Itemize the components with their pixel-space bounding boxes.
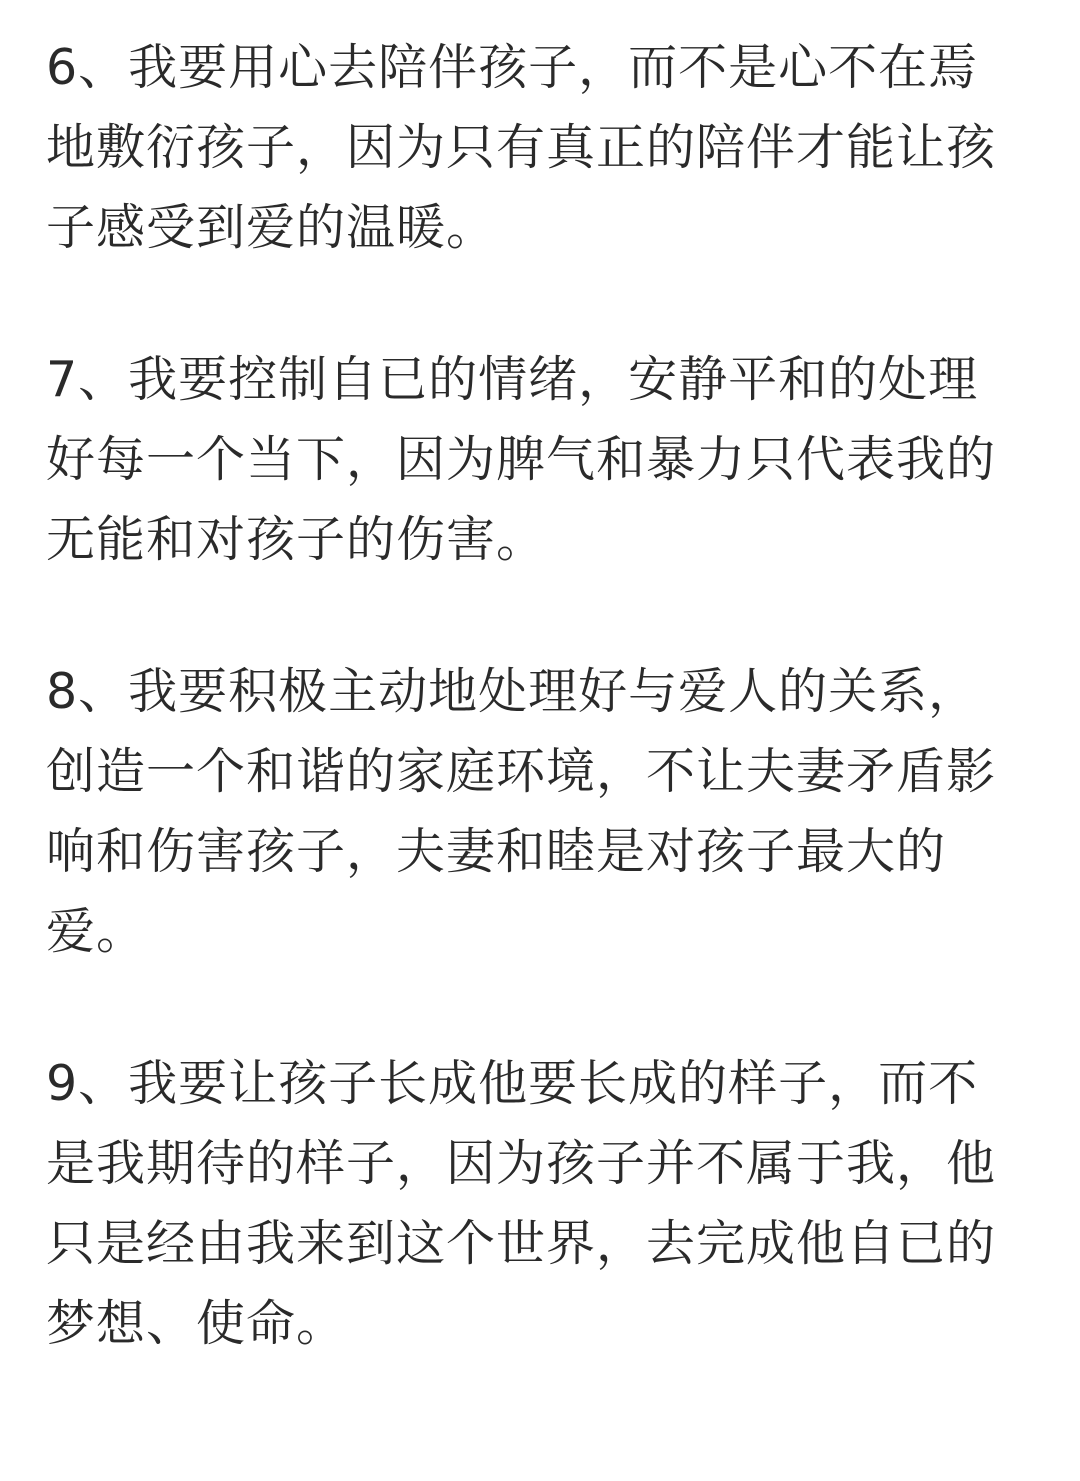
text-line: 7、我要控制自已的情绪，安静平和的处理 [46,351,979,408]
text-line: 好每一个当下，因为脾气和暴力只代表我的 [46,431,997,488]
text-line: 8、我要积极主动地处理好与爱人的关系， [46,663,979,720]
text-line: 创造一个和谐的家庭环境，不让夫妻矛盾影 [46,743,997,800]
text-line: 响和伤害孩子，夫妻和睦是对孩子最大的 [46,823,947,880]
text-line: 梦想、使命。 [46,1295,347,1352]
text-line: 子感受到爱的温暖。 [46,199,497,256]
paragraph-6 [46,28,1040,268]
text-line: 爱。 [46,903,147,960]
text-line: 是我期待的样子，因为孩子并不属于我，他 [46,1135,997,1192]
text-line: 9、我要让孩子长成他要长成的样子，而不 [46,1055,979,1112]
paragraph-9 [46,1044,1040,1364]
text-line: 无能和对孩子的伤害。 [46,511,547,568]
text-line: 地敷衍孩子，因为只有真正的陪伴才能让孩 [46,119,997,176]
paragraph-8 [46,652,1040,972]
paragraph-7 [46,340,1040,580]
text-line: 只是经由我来到这个世界，去完成他自已的 [46,1215,997,1272]
text-line: 6、我要用心去陪伴孩子，而不是心不在焉 [46,39,979,96]
